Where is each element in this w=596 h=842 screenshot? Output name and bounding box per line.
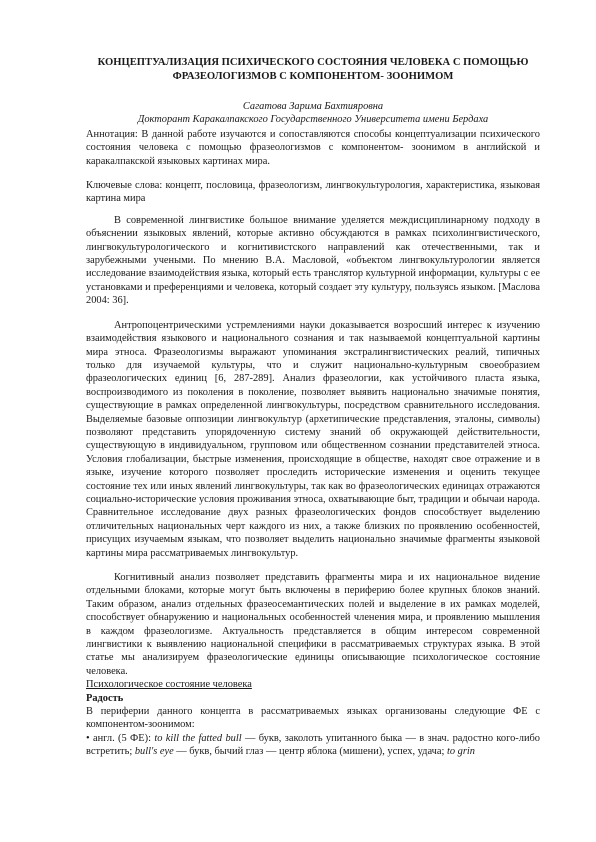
idiom-gloss: — букв, заколоть упитанного быка — в знач. радостно кого-либо встретить; xyxy=(86,732,540,758)
paper-title: КОНЦЕПТУАЛИЗАЦИЯ ПСИХИЧЕСКОГО СОСТОЯНИЯ ЧЕЛОВЕКА С ПОМОЩЬЮ ФРАЗЕОЛОГИЗМОВ С КОМПОНЕНТОМ- ЗООНИМОМ xyxy=(97,57,529,82)
section-heading: Психологическое состояние человека xyxy=(86,679,252,691)
idiom-term: to grin xyxy=(447,746,476,758)
bullet-prefix: • англ. (5 ФЕ): xyxy=(86,732,155,744)
author-affiliation: Докторант Каракалпакского Государственного Университета имени Бердаха xyxy=(137,114,489,126)
paragraph-4: В периферии данного концепта в рассматриваемых языках организованы следующие ФЕ с компонентом-зоонимом: xyxy=(86,706,540,731)
idiom-term: bull's eye xyxy=(134,746,174,758)
subheading: Радость xyxy=(86,692,124,704)
paragraph-2: Антропоцентрическими устремлениями науки доказывается возросший интерес к изучению взаимодействия языкового и национального сознания и так называемой концептуальной картины мира этноса. Фразеологизмы выражают упоминания экстралингвистических реалий, типичных только для изучаемой культуры, что и служит национально-культурным своеобразием фразеологических единиц [6, 287-289]. Анализ фразеологии, как устойчивого пласта языка, воспроизводимого из поколения в поколение, позволяет выявить национально значимые понятия, существующие в рамках определенной лингвокультуры, посредством сравнительного исследования. Выделяемые базовые оппозиции лингвокультур (архетипические представления, эталоны, символы) позволяют представить упорядоченную систему знаний об окружающей действительности, существующую в индивидуальном, групповом или общественном сознании представителей этноса. Условия глобализации, быстрые изменения, происходящие в обществе, находят свое отражение и в языке, изучение которого позволяет проследить исторические изменения и оценить текущее состояние тех или иных явлений лингвокультуры, так как во фразеологических единицах отражаются социально-исторические условия проживания этноса, охватывающие быт, традиции и обычаи народа. Сравнительное исследование двух разных фразеологических фондов способствует выделению отличительных национальных черт каждого из них, а также близких по проявлению особенностей, присущих изучаемым языкам, что позволяет выделить национально значимые фрагменты языковой картины мира рассматриваемых лингвокультур. xyxy=(86,319,540,559)
abstract: Аннотация: В данной работе изучаются и сопоставляются способы концептуализации психического состояния человека с помощью фразеологизмов с компонентом- зоонимом в английской и каракалпакской языковых картинах мира. xyxy=(86,128,540,167)
idiom-term: to kill the fatted bull xyxy=(154,732,242,744)
paragraph-3: Когнитивный анализ позволяет представить фрагменты мира и их национальное видение отдельными блоками, которые могут быть включены в периферию более крупных блоков знаний. Таким образом, анализ отдельных фразеосемантических полей и выделение в их рамках моделей, способствует обнаружению и национальных особенностей членения мира, и проявлению мышления в каждом фразеологизме. Актуальность представляется в общим интересом современной лингвистики к выявлению национальной специфики в рассматриваемых структурах языка. В этой статье мы анализируем фразеологические единицы описывающие психологическое состояние человека. xyxy=(86,572,540,677)
keywords: Ключевые слова: концепт, пословица, фразеологизм, лингвокультурология, характеристика, языковая картина мира xyxy=(86,180,540,205)
author-name: Сагатова Зарима Бахтияровна xyxy=(242,101,384,112)
paragraph-1: В современной лингвистике большое внимание уделяется междисциплинарному подходу в объяснении языковых явлений, которые активно обсуждаются в рамках психолингвистического, лингвокультурологического и когнитивистского направлений как отечественными, так и зарубежными учеными. По мнению В.А. Масловой, «объектом лингвокультурологии является исследование взаимодействия языка, который есть транслятор культурной информации, культуры с ее установками и преференциями и человека, который создает эту культуру, пользуясь языком. [Маслова 2004: 36]. xyxy=(86,214,540,307)
bullet-english xyxy=(86,732,540,759)
idiom-gloss: — букв, бычий глаз — центр яблока (мишени), успех, удача; xyxy=(173,746,447,758)
